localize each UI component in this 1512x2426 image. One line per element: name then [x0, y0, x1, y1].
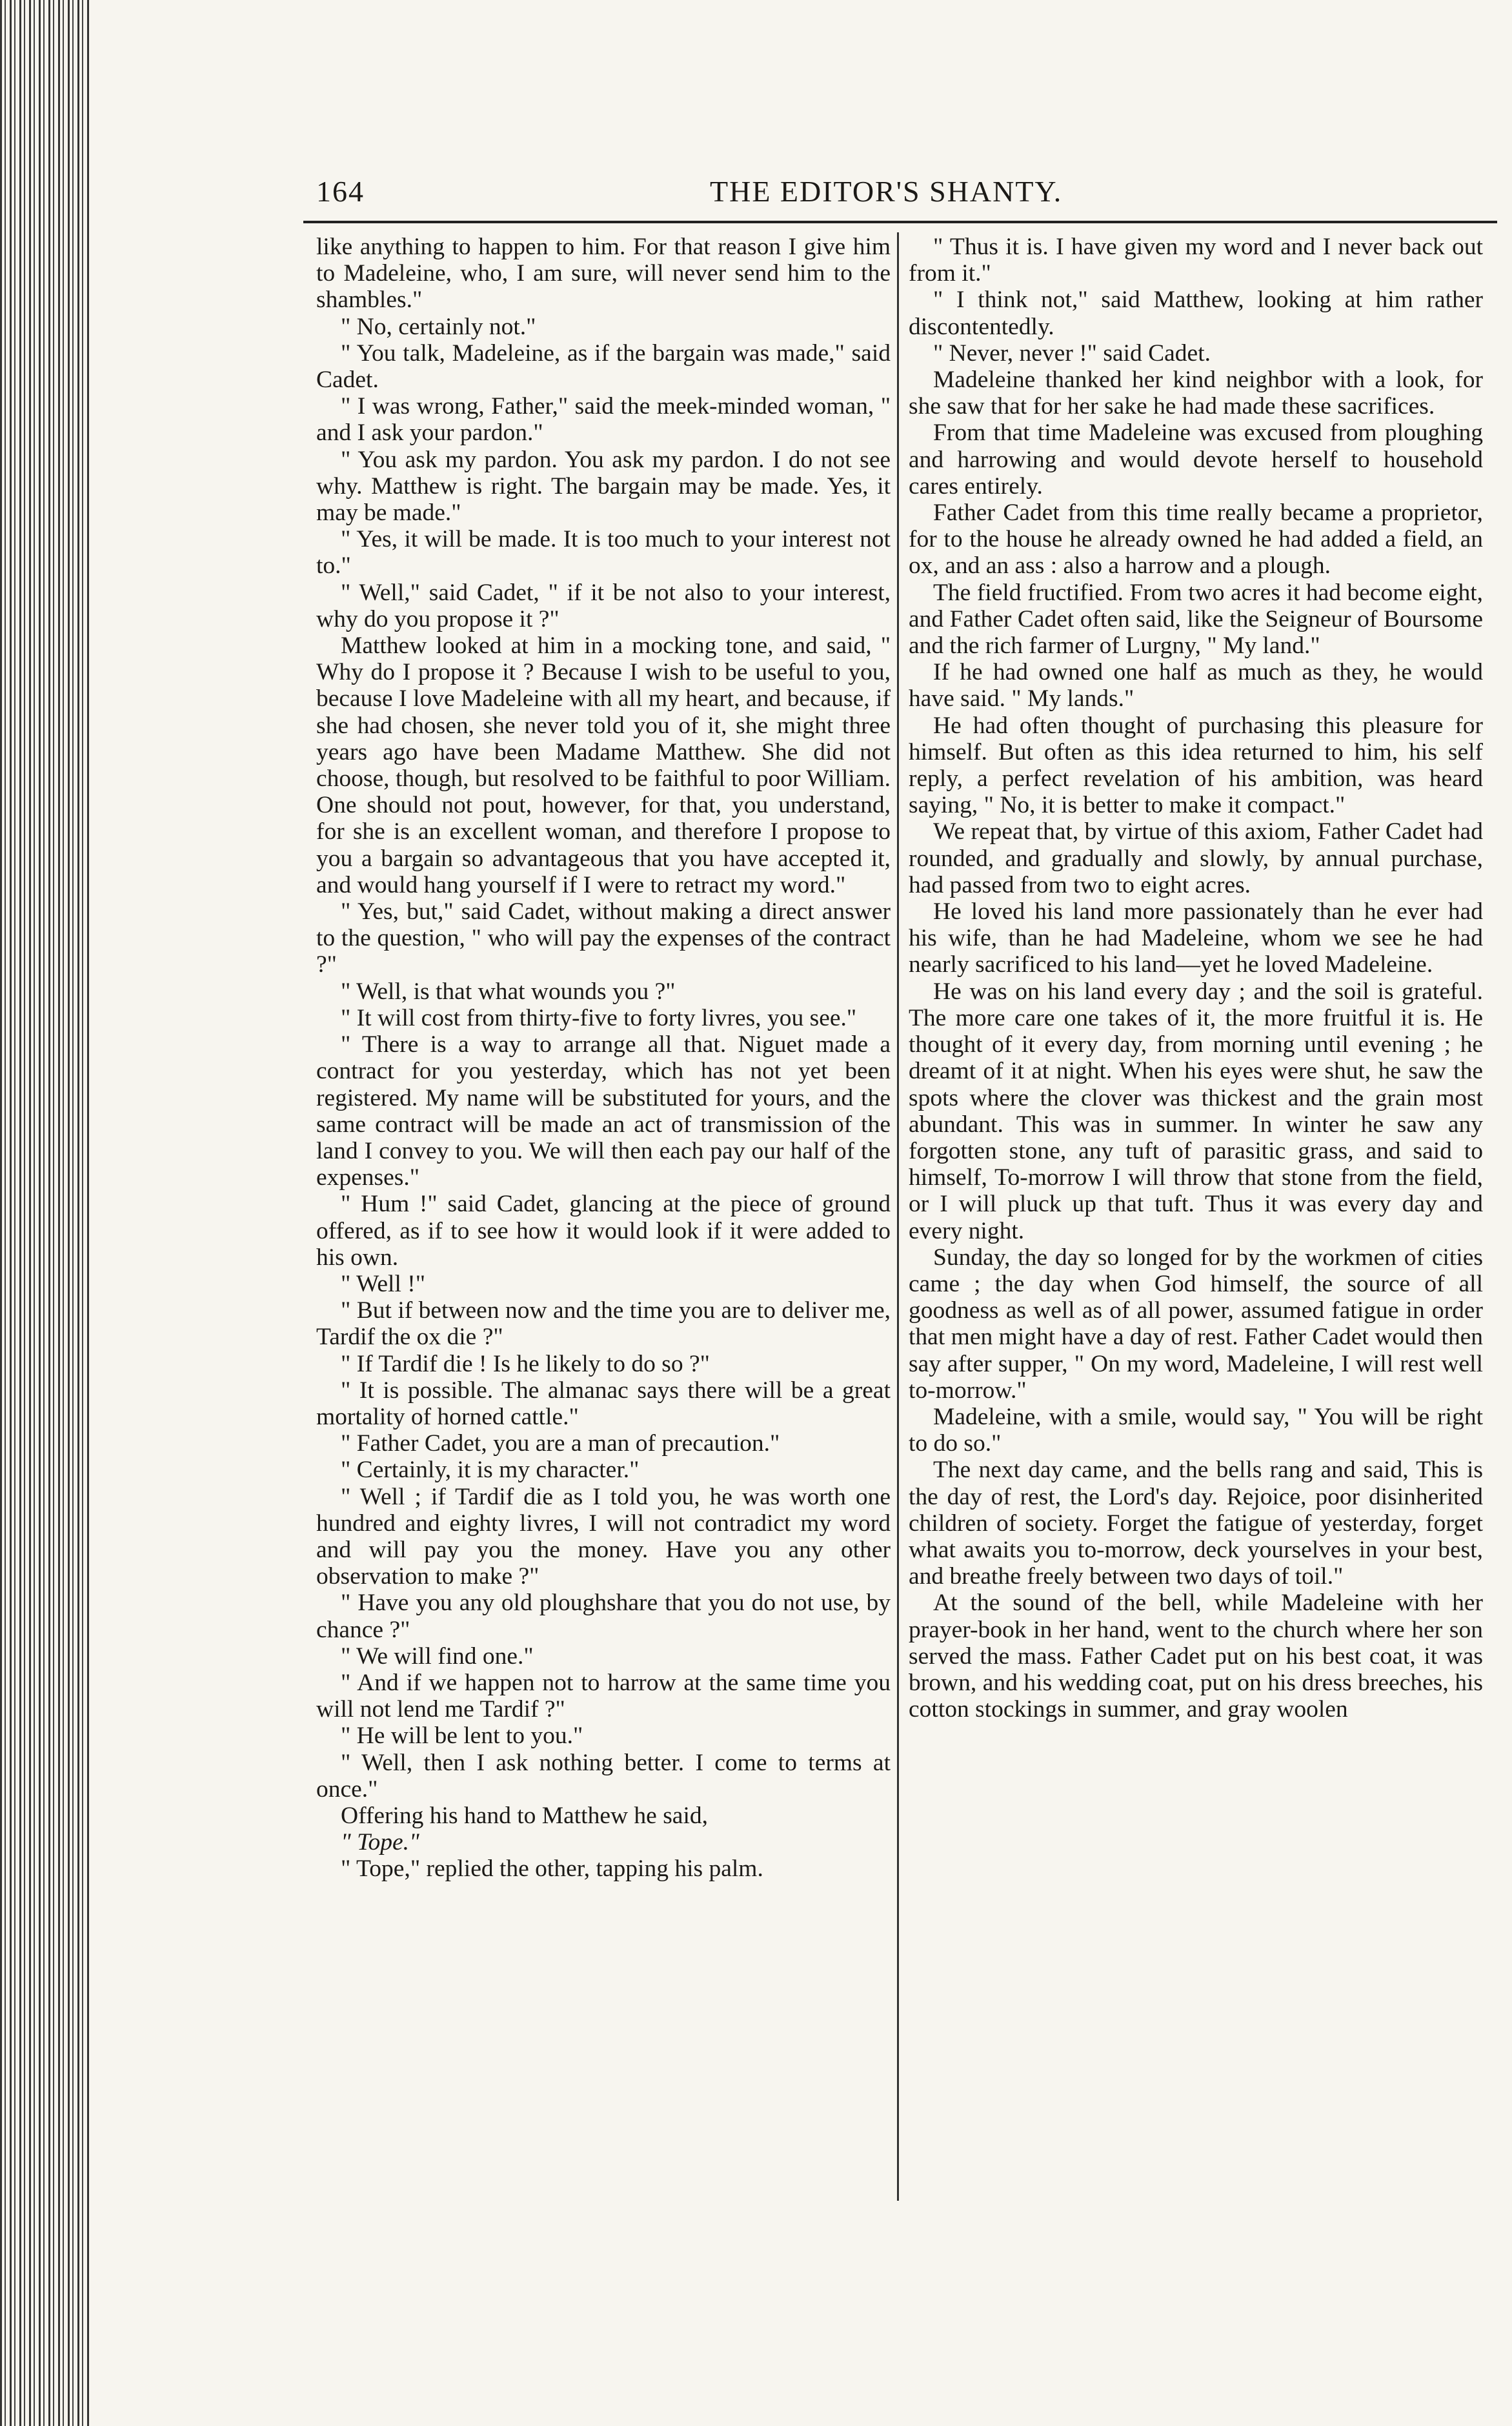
- paragraph: " Father Cadet, you are a man of precaution.": [341, 1430, 780, 1457]
- paragraph: " Well !": [341, 1270, 426, 1297]
- paragraph: " Have you any old ploughshare that you do not use, by chance ?": [316, 1590, 891, 1643]
- paragraph: " He will be lent to you.": [341, 1723, 583, 1750]
- running-head-title: THE EDITOR'S SHANTY.: [710, 175, 1063, 208]
- paragraph: " Well, then I ask nothing better. I come to terms at once.": [316, 1749, 891, 1803]
- paragraph: " Well," said Cadet, " if it be not also to your interest, why do you propose it ?": [316, 579, 891, 632]
- paragraph: " If Tardif die ! Is he likely to do so ?": [341, 1350, 710, 1377]
- paragraph: " And if we happen not to harrow at the same time you will not lend me Tardif ?": [316, 1669, 891, 1723]
- paragraph: He was on his land every day ; and the soil is grateful. The more care one takes of it, the more fruitful it is. He thought of it every day, from morning until evening ; he dreamt of it at night. When his eyes were shut, he saw the spots where the clover was thickest and the grain most abundant. This was in summer. In winter he saw any forgotten stone, any tuft of parasitic grass, and said to himself, To-morrow I will throw that stone from the field, or I will pluck up that tuft. Thus it was every day and every night.: [909, 978, 1483, 1244]
- page-header: [303, 169, 1504, 214]
- paragraph: " Tope.": [341, 1829, 419, 1856]
- paragraph: From that time Madeleine was excused from ploughing and harrowing and would devote herself to household cares entirely.: [909, 419, 1483, 500]
- paragraph: " But if between now and the time you are to deliver me, Tardif the ox die ?": [316, 1297, 891, 1351]
- paragraph: " Well ; if Tardif die as I told you, he was worth one hundred and eighty livres, I will not contradict my word and will pay you the money. Have you any other observation to make ?": [316, 1483, 891, 1590]
- paragraph: " We will find one.": [341, 1643, 534, 1670]
- paragraph: " I was wrong, Father," said the meek-minded woman, " and I ask your pardon.": [316, 393, 891, 447]
- paragraph: If he had owned one half as much as they, he would have said. " My lands.": [909, 659, 1483, 713]
- column-divider: [897, 232, 899, 2201]
- paragraph: The field fructified. From two acres it had become eight, and Father Cadet often said, like the Seigneur of Boursome and the rich farmer of Lurgny, " My land.": [909, 579, 1483, 660]
- paragraph: " Yes, but," said Cadet, without making a direct answer to the question, " who will pay the expenses of the contract ?": [316, 898, 891, 978]
- header-rule: [303, 221, 1497, 223]
- paragraph: " You talk, Madeleine, as if the bargain was made," said Cadet.: [316, 339, 891, 394]
- paragraph: Father Cadet from this time really became a proprietor, for to the house he already owned he had added a field, an ox, and an ass : also a harrow and a plough.: [909, 500, 1483, 580]
- paragraph: He had often thought of purchasing this pleasure for himself. But often as this idea returned to him, his self reply, a perfect revelation of his ambition, was heard saying, " No, it is better to make it compact.": [909, 712, 1483, 819]
- paragraph: " No, certainly not.": [341, 313, 536, 340]
- paragraph: like anything to happen to him. For that reason I give him to Madeleine, who, I am sure, will never send him to the shambles.": [316, 234, 891, 314]
- paragraph: Offering his hand to Matthew he said,: [341, 1802, 708, 1829]
- paragraph: " Well, is that what wounds you ?": [341, 978, 676, 1005]
- page-number: 164: [316, 175, 365, 208]
- paragraph: " Thus it is. I have given my word and I never back out from it.": [909, 234, 1483, 287]
- paragraph: He loved his land more passionately than he ever had his wife, than he had Madeleine, whom we see he had nearly sacrificed to his land—yet he loved Madeleine.: [909, 898, 1483, 978]
- left-column: [316, 234, 891, 2202]
- paragraph: " Yes, it will be made. It is too much to your interest not to.": [316, 526, 891, 580]
- paragraph: " You ask my pardon. You ask my pardon. I do not see why. Matthew is right. The bargain may be made. Yes, it may be made.": [316, 446, 891, 527]
- paragraph: The next day came, and the bells rang and said, This is the day of rest, the Lord's day. Rejoice, poor disinherited children of society. Forget the fatigue of yesterday, forget what awaits you to-morrow, deck yourselves in your best, and breathe freely between two days of toil.": [909, 1457, 1483, 1590]
- paragraph: " It will cost from thirty-five to forty livres, you see.": [341, 1004, 857, 1031]
- paragraph: " Hum !" said Cadet, glancing at the piece of ground offered, as if to see how it would look if it were added to his own.: [316, 1191, 891, 1271]
- paragraph: " I think not," said Matthew, looking at him rather discontentedly.: [909, 287, 1483, 340]
- book-binding-edge: [0, 0, 90, 2426]
- right-column: [909, 234, 1483, 2202]
- paragraph: Sunday, the day so longed for by the workmen of cities came ; the day when God himself, the source of all goodness as well as of all power, assumed fatigue in order that men might have a day of rest. Father Cadet would then say after supper, " On my word, Madeleine, I will rest well to-morrow.": [909, 1244, 1483, 1404]
- paragraph: " Never, never !" said Cadet.: [933, 339, 1211, 367]
- paragraph: " Certainly, it is my character.": [341, 1457, 640, 1484]
- paragraph: " There is a way to arrange all that. Niguet made a contract for you yesterday, which has not yet been registered. My name will be substituted for yours, and the same contract will be made an act of transmission of the land I convey to you. We will then each pay our half of the expenses.": [316, 1031, 891, 1191]
- paragraph: " It is possible. The almanac says there will be a great mortality of horned cattle.": [316, 1377, 891, 1430]
- paragraph: We repeat that, by virtue of this axiom, Father Cadet had rounded, and gradually and slowly, by annual purchase, had passed from two to eight acres.: [909, 818, 1483, 898]
- paragraph: Madeleine thanked her kind neighbor with a look, for she saw that for her sake he had made these sacrifices.: [909, 367, 1483, 420]
- paragraph: At the sound of the bell, while Madeleine with her prayer-book in her hand, went to the church where her son served the mass. Father Cadet put on his best coat, it was brown, and his wedding coat, put on his dress breeches, his cotton stockings in summer, and gray woolen: [909, 1590, 1483, 1723]
- paragraph: Madeleine, with a smile, would say, " You will be right to do so.": [909, 1403, 1483, 1457]
- paragraph: Matthew looked at him in a mocking tone, and said, " Why do I propose it ? Because I wish to be useful to you, because I love Madeleine with all my heart, and because, if she had chosen, she never told you of it, she might three years ago have been Madame Matthew. She did not choose, though, but resolved to be faithful to poor William. One should not pout, however, for that, you understand, for she is an excellent woman, and therefore I propose to you a bargain so advantageous that you have accepted it, and would hang yourself if I were to retract my word.": [316, 632, 891, 898]
- paragraph: " Tope," replied the other, tapping his palm.: [341, 1855, 763, 1883]
